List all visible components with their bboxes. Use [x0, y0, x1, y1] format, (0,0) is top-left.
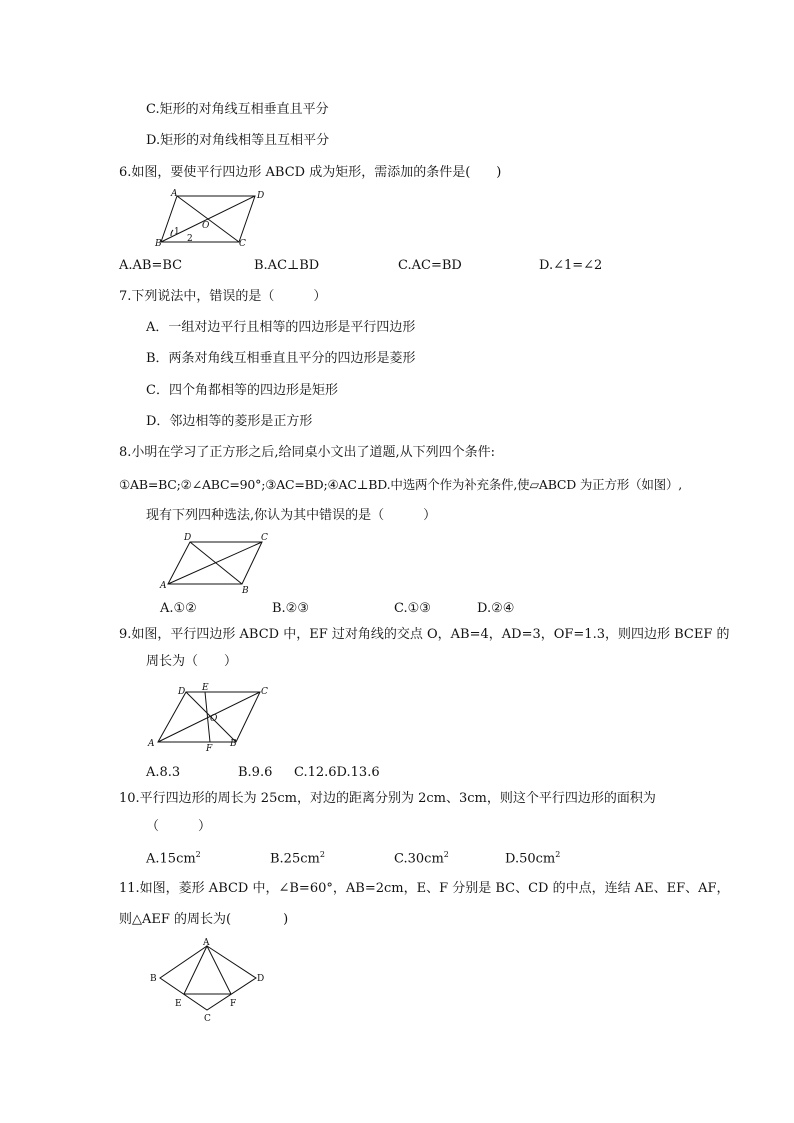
q10-option-a: $A.15cm^2$	[146, 850, 201, 867]
q6-option-a: A.AB=BC	[119, 258, 183, 273]
q11-label-e: E	[175, 999, 182, 1009]
q8-option-c: C.①③	[394, 601, 431, 616]
q6-option-d: D.∠1=∠2	[539, 258, 603, 273]
q11-label-b: B	[150, 974, 157, 984]
q8-stem-line2: ①AB=BC;②∠ABC=90°;③AC=BD;④AC⊥BD.中选两个作为补充条件,使▱ABCD 为正方形（如图）,	[119, 477, 683, 492]
q5-option-d: D.矩形的对角线相等且互相平分	[146, 133, 330, 148]
q6-label-a: A	[171, 189, 178, 199]
q10-option-c: $C.30cm^2$	[394, 850, 449, 867]
q6-option-c: C.AC=BD	[398, 258, 462, 273]
q6-option-b: B.AC⊥BD	[254, 258, 320, 273]
q11-figure	[150, 938, 270, 1024]
q10-stem-line1: 10.平行四边形的周长为 25cm，对边的距离分别为 2cm、3cm，则这个平行四边形的面积为	[119, 791, 656, 806]
q9-label-o: O	[210, 714, 218, 724]
q8-option-d: D.②④	[477, 601, 515, 616]
q11-label-a: A	[203, 938, 210, 948]
q8-stem-line1: 8.小明在学习了正方形之后,给同桌小文出了道题,从下列四个条件:	[119, 445, 496, 460]
q8-option-a: A.①②	[160, 601, 197, 616]
q6-label-c: C	[239, 239, 246, 249]
q9-label-d: D	[178, 687, 186, 697]
q10-stem-line2: （ ）	[146, 819, 212, 834]
q6-label-1: 1	[174, 227, 180, 237]
q11-label-c: C	[204, 1014, 211, 1024]
q11-stem-line2: 则△AEF 的周长为( )	[119, 912, 289, 927]
q11-stem-line1: 11.如图，菱形 ABCD 中，∠B=60°，AB=2cm，E、F 分别是 BC、CD 的中点，连结 AE、EF、AF，	[119, 881, 730, 896]
q8-figure	[160, 533, 275, 596]
q8-option-b: B.②③	[272, 601, 309, 616]
q6-label-b: B	[155, 239, 162, 249]
q7-option-d: D．邻边相等的菱形是正方形	[146, 414, 313, 429]
q8-label-c: C	[261, 533, 268, 543]
q8-stem-line3: 现有下列四种选法,你认为其中错误的是（ ）	[146, 508, 437, 523]
q7-option-b: B．两条对角线互相垂直且平分的四边形是菱形	[146, 351, 416, 366]
q8-label-d: D	[184, 533, 192, 543]
q10-option-d: $D.50cm^2$	[505, 850, 561, 867]
q9-label-c: C	[261, 687, 268, 697]
q6-label-o: O	[202, 221, 210, 231]
q9-figure	[148, 684, 273, 754]
q9-option-a: A.8.3	[146, 765, 181, 780]
q9-label-e: E	[202, 683, 209, 693]
q9-option-b: B.9.6	[238, 765, 273, 780]
q8-label-b: B	[242, 586, 249, 596]
q8-label-a: A	[160, 581, 167, 591]
q6-figure	[155, 190, 265, 248]
q7-option-c: C．四个角都相等的四边形是矩形	[146, 383, 338, 398]
q10-option-b: $B.25cm^2$	[270, 850, 325, 867]
q6-label-d: D	[257, 191, 265, 201]
q9-label-a: A	[148, 739, 155, 749]
q7-stem: 7.下列说法中，错误的是（ ）	[119, 289, 327, 304]
q9-option-cd: C.12.6D.13.6	[294, 765, 380, 780]
q6-stem: 6.如图，要使平行四边形 ABCD 成为矩形，需添加的条件是( )	[119, 165, 502, 180]
q11-label-d: D	[257, 974, 265, 984]
q9-label-f: F	[206, 744, 213, 754]
q11-label-f: F	[230, 999, 237, 1009]
q9-stem-line2: 周长为（ ）	[146, 654, 238, 669]
q6-label-2: 2	[187, 234, 193, 244]
q9-label-b: B	[230, 739, 237, 749]
q7-option-a: A．一组对边平行且相等的四边形是平行四边形	[146, 320, 416, 335]
q9-stem-line1: 9.如图，平行四边形 ABCD 中，EF 过对角线的交点 O，AB=4，AD=3，OF=1.3，则四边形 BCEF 的	[119, 627, 730, 642]
q5-option-c: C.矩形的对角线互相垂直且平分	[146, 102, 329, 117]
